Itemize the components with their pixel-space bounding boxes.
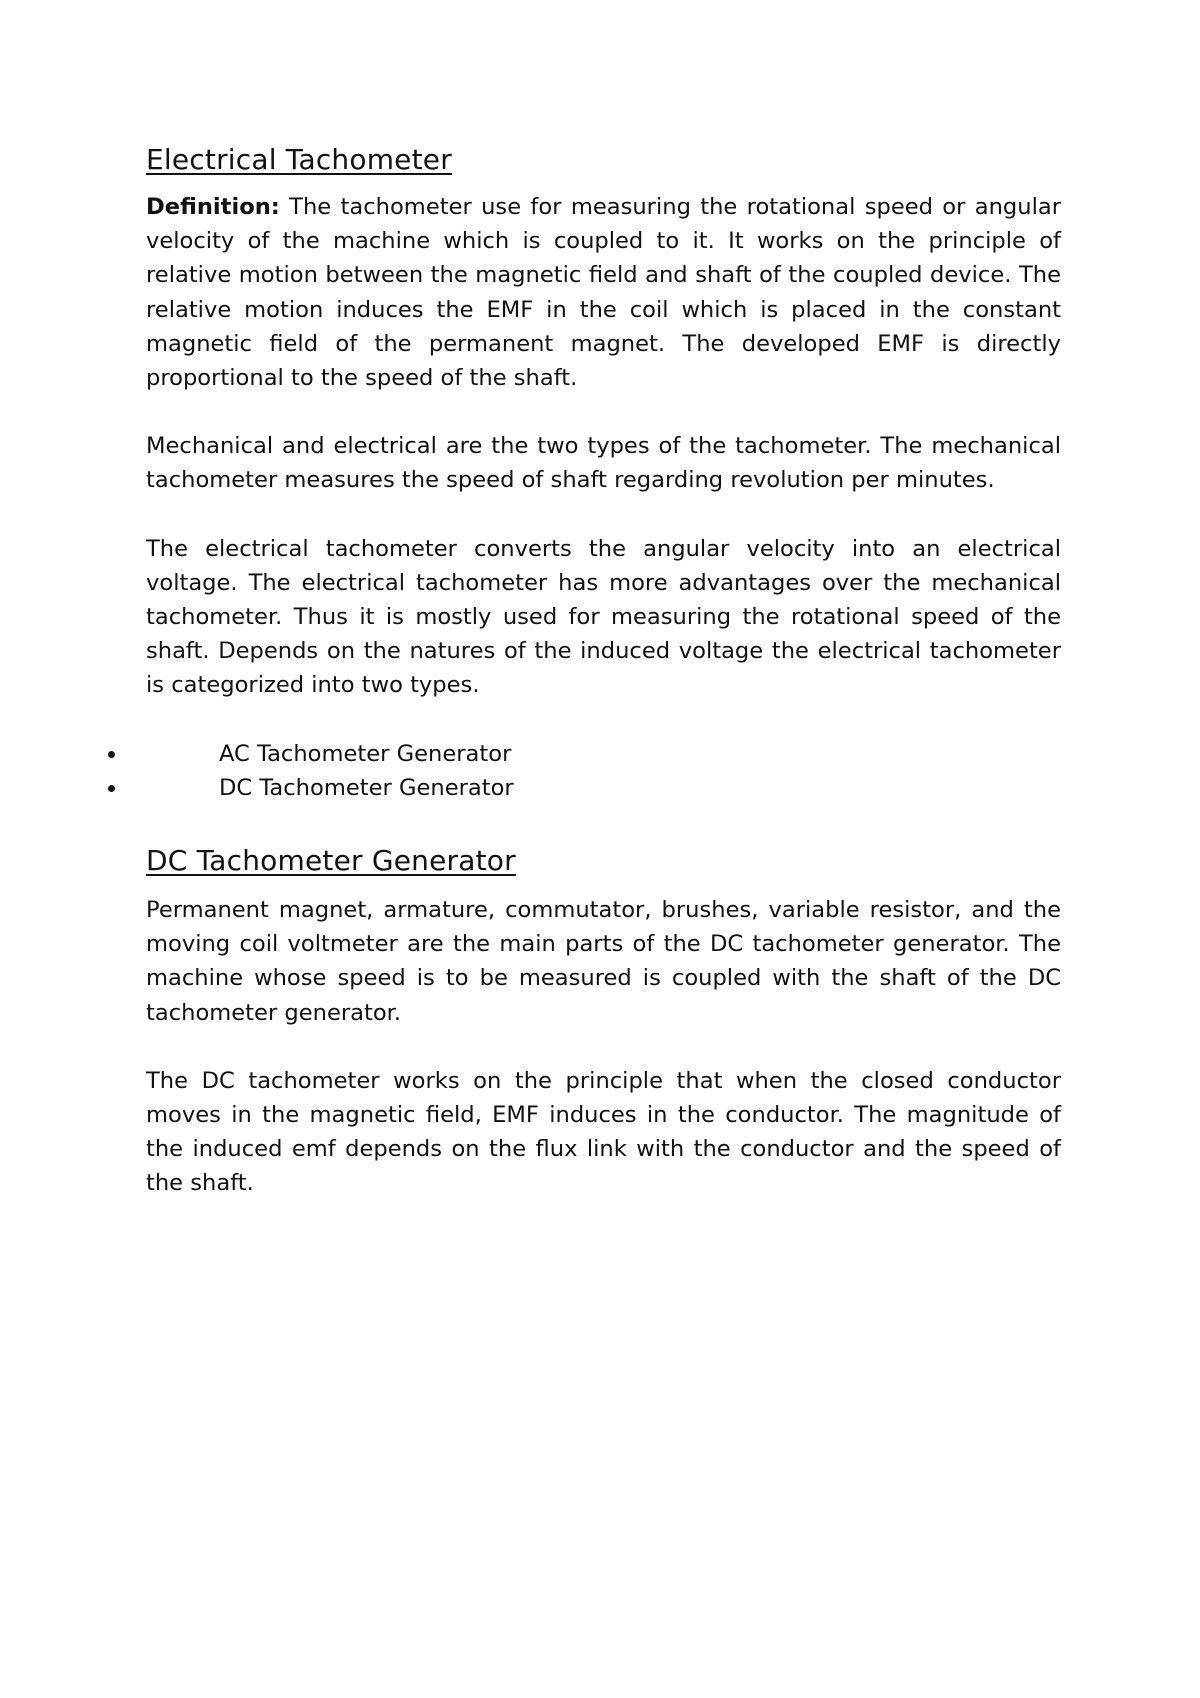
definition-label: Definition: bbox=[146, 194, 280, 220]
page-title: Electrical Tachometer bbox=[146, 143, 452, 176]
list-item bbox=[146, 737, 1061, 771]
definition-paragraph bbox=[146, 190, 1061, 395]
list-item-text: DC Tachometer Generator bbox=[219, 774, 514, 801]
types-paragraph: Mechanical and electrical are the two types of the tachometer. The mechanical tachometer measures the speed of shaft regarding revolution per minutes. bbox=[146, 433, 1061, 494]
list-item-text: AC Tachometer Generator bbox=[219, 740, 512, 767]
bullet-icon bbox=[108, 751, 115, 758]
bullet-icon bbox=[108, 785, 115, 792]
electrical-paragraph: The electrical tachometer converts the angular velocity into an electrical voltage. The electrical tachometer has more advantages over the mechanical tachometer. Thus it is mostly used for measuring the rotational speed of the shaft. Depends on the natures of the induced voltage the electrical tachometer is categorized into two types. bbox=[146, 535, 1061, 699]
generator-types-list bbox=[146, 737, 1061, 805]
document-page bbox=[146, 140, 1061, 1201]
definition-text: The tachometer use for measuring the rotational speed or angular velocity of the machine which is coupled to it. It works on the principle of relative motion between the magnetic field and shaft of the coupled device. The relative motion induces the EMF in the coil which is placed in the constant magnetic field of the permanent magnet. The developed EMF is directly proportional to the speed of the shaft. bbox=[146, 194, 1061, 392]
dc-parts-paragraph: Permanent magnet, armature, commutator, brushes, variable resistor, and the moving coil voltmeter are the main parts of the DC tachometer generator. The machine whose speed is to be measured is coupled with the shaft of the DC tachometer generator. bbox=[146, 897, 1061, 1026]
dc-principle-paragraph: The DC tachometer works on the principle that when the closed conductor moves in the magnetic field, EMF induces in the conductor. The magnitude of the induced emf depends on the flux link with the conductor and the speed of the shaft. bbox=[146, 1067, 1061, 1197]
section-heading-dc-tachometer: DC Tachometer Generator bbox=[146, 844, 516, 878]
list-item bbox=[146, 771, 1061, 805]
